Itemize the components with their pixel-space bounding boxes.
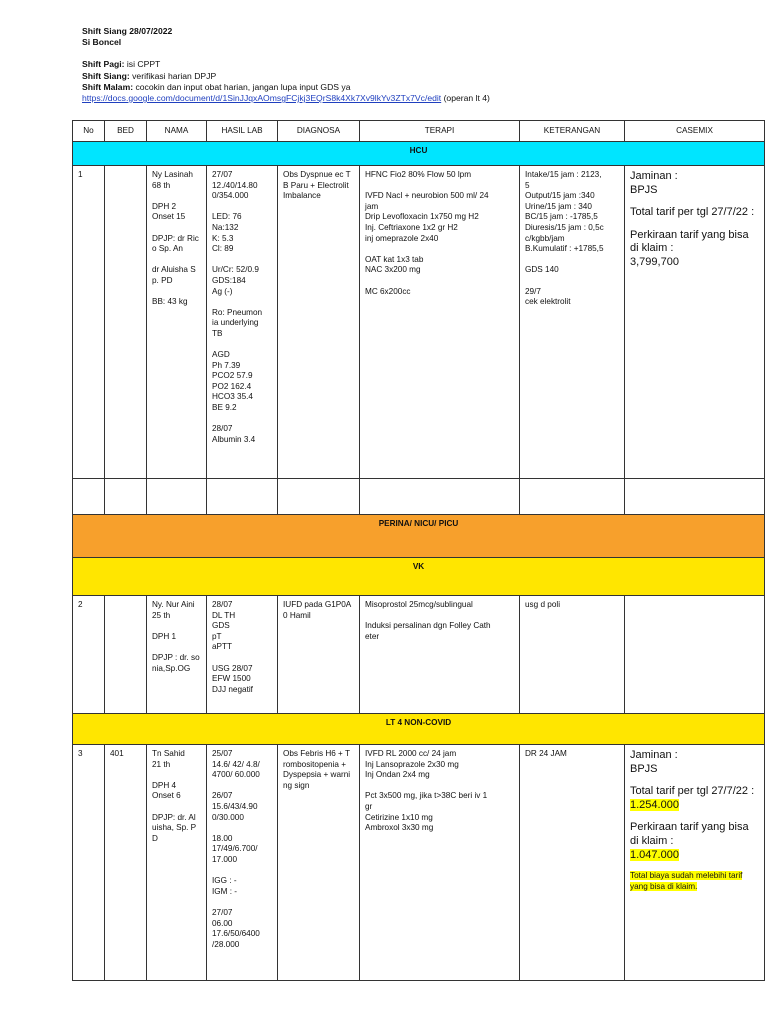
cell-text: usg d poli <box>525 600 561 609</box>
section-label: HCU <box>73 142 765 166</box>
cell-text: Obs Dyspnue ec T B Paru + Electrolit Imbalance <box>283 170 351 201</box>
tarif-value: 1.254.000 <box>630 798 679 811</box>
patient-table <box>72 120 765 981</box>
empty-row <box>73 479 765 515</box>
tarif-label: Total tarif per tgl 27/7/22 : <box>630 206 755 219</box>
row-casemix <box>625 745 765 981</box>
jaminan-label: Jaminan : <box>630 170 678 182</box>
cell-text: Misoprostol 25mcg/sublingual Induksi persalinan dgn Folley Cath eter <box>365 600 491 641</box>
row-casemix <box>625 166 765 479</box>
row-casemix <box>625 596 765 714</box>
cell-text: 27/07 12./40/14.80 0/354.000 LED: 76 Na:132 K: 5.3 Cl: 89 Ur/Cr: 52/0.9 GDS:184 Ag (-) Ro: Pneumon ia underlying TB AGD Ph 7.39 PCO2 57.9 PO2 162.4 HCO3 35.4 BE 9.2 28/07 Albumin 3.4 <box>212 170 263 444</box>
row-terapi <box>360 596 520 714</box>
section-hcu <box>73 142 765 166</box>
row-nama <box>147 596 207 714</box>
section-lt4 <box>73 714 765 745</box>
jaminan-value: BPJS <box>630 762 658 775</box>
section-perina <box>73 515 765 558</box>
cell-text: IUFD pada G1P0A 0 Hamil <box>283 600 352 620</box>
link-suffix: (operan lt 4) <box>441 93 490 104</box>
cell-text: IVFD RL 2000 cc/ 24 jam Inj Lansoprazole 2x30 mg Inj Ondan 2x4 mg Pct 3x500 mg, jika t>38C beri iv 1 gr Cetirizine 1x10 mg Ambroxol 3x30 mg <box>365 749 488 833</box>
row-hasil-lab <box>207 745 278 981</box>
jaminan-label: Jaminan : <box>630 749 678 761</box>
cell-text: Ny Lasinah 68 th DPH 2 Onset 15 DPJP: dr Ric o Sp. An dr Aluisha S p. PD BB: 43 kg <box>152 170 199 307</box>
row-no: 2 <box>73 596 105 714</box>
shift-malam-text: cocokin dan input obat harian, jangan lupa input GDS ya <box>133 81 351 92</box>
row-keterangan <box>520 745 625 981</box>
section-label: PERINA/ NICU/ PICU <box>73 515 765 558</box>
casemix-note: Total biaya sudah melebihi tarif yang bisa di klaim. <box>630 871 743 891</box>
table-row <box>73 166 765 479</box>
row-nama <box>147 745 207 981</box>
row-keterangan <box>520 596 625 714</box>
cell-text: 28/07 DL TH GDS pT aPTT USG 28/07 EFW 1500 DJJ negatif <box>212 600 253 694</box>
cell-text: HFNC Fio2 80% Flow 50 lpm IVFD Nacl + neurobion 500 ml/ 24 jam Drip Levofloxacin 1x750 mg H2 Inj. Ceftriaxone 1x2 gr H2 inj omeprazole 2x40 OAT kat 1x3 tab NAC 3x200 mg MC 6x200cc <box>365 170 489 296</box>
row-diagnosa <box>278 596 360 714</box>
cell-text: DR 24 JAM <box>525 749 567 758</box>
row-diagnosa <box>278 745 360 981</box>
row-no: 1 <box>73 166 105 479</box>
shift-pagi-text: isi CPPT <box>124 59 161 70</box>
cell-text: Ny. Nur Aini 25 th DPH 1 DPJP : dr. so nia,Sp.OG <box>152 600 200 673</box>
operan-doc-link[interactable]: https://docs.google.com/document/d/1SinJJqxAOmsgFCjkj3EQrS8k4Xk7Xv9lkYv3ZTx7Vc/edit <box>82 93 442 104</box>
cell-text: Obs Febris H6 + T rombositopenia + Dyspepsia + warni ng sign <box>283 749 351 790</box>
shift-pagi-label: Shift Pagi: <box>82 59 125 70</box>
shift-malam-label: Shift Malam: <box>82 81 134 92</box>
table-row <box>73 745 765 981</box>
table-row <box>73 596 765 714</box>
section-vk <box>73 558 765 596</box>
col-header-no: No <box>73 121 105 142</box>
col-header-terapi: TERAPI <box>360 121 520 142</box>
table-header-row <box>73 121 765 142</box>
col-header-diagnosa: DIAGNOSA <box>278 121 360 142</box>
col-header-casemix: CASEMIX <box>625 121 765 142</box>
section-label: LT 4 NON-COVID <box>73 714 765 745</box>
row-bed <box>105 166 147 479</box>
row-no: 3 <box>73 745 105 981</box>
author-name: Si Boncel <box>82 37 122 48</box>
klaim-label: Perkiraan tarif yang bisa di klaim : <box>630 821 749 847</box>
cell-text: 25/07 14.6/ 42/ 4.8/ 4700/ 60.000 26/07 15.6/43/4.90 0/30.000 18.00 17/49/6.700/ 17.000 IGG : - IGM : - 27/07 06.00 17.6/50/6400 /28.000 <box>212 749 260 949</box>
col-header-hasil-lab: HASIL LAB <box>207 121 278 142</box>
row-keterangan <box>520 166 625 479</box>
klaim-value: 3,799,700 <box>630 255 679 268</box>
col-header-keterangan: KETERANGAN <box>520 121 625 142</box>
klaim-value: 1.047.000 <box>630 848 679 861</box>
shift-siang-text: verifikasi harian DPJP <box>129 70 217 81</box>
shift-date-title: Shift Siang 28/07/2022 <box>82 26 173 36</box>
col-header-bed: BED <box>105 121 147 142</box>
document-header <box>82 26 490 104</box>
row-terapi <box>360 745 520 981</box>
klaim-label: Perkiraan tarif yang bisa di klaim : <box>630 228 749 255</box>
section-label: VK <box>73 558 765 596</box>
row-nama <box>147 166 207 479</box>
cell-text: Tn Sahid 21 th DPH 4 Onset 6 DPJP: dr. Al uisha, Sp. P D <box>152 749 197 843</box>
jaminan-value: BPJS <box>630 183 658 196</box>
col-header-nama: NAMA <box>147 121 207 142</box>
row-bed <box>105 596 147 714</box>
row-bed: 401 <box>105 745 147 981</box>
row-hasil-lab <box>207 596 278 714</box>
row-diagnosa <box>278 166 360 479</box>
cell-text: Intake/15 jam : 2123, 5 Output/15 jam :340 Urine/15 jam : 340 BC/15 jam : -1785,5 Diuresis/15 jam : 0,5c c/kgbb/jam B.Kumulatif : +1785,5 GDS 140 29/7 cek elektrolit <box>525 170 604 307</box>
tarif-label: Total tarif per tgl 27/7/22 : <box>630 785 755 798</box>
shift-siang-label: Shift Siang: <box>82 70 130 81</box>
row-terapi <box>360 166 520 479</box>
row-hasil-lab <box>207 166 278 479</box>
